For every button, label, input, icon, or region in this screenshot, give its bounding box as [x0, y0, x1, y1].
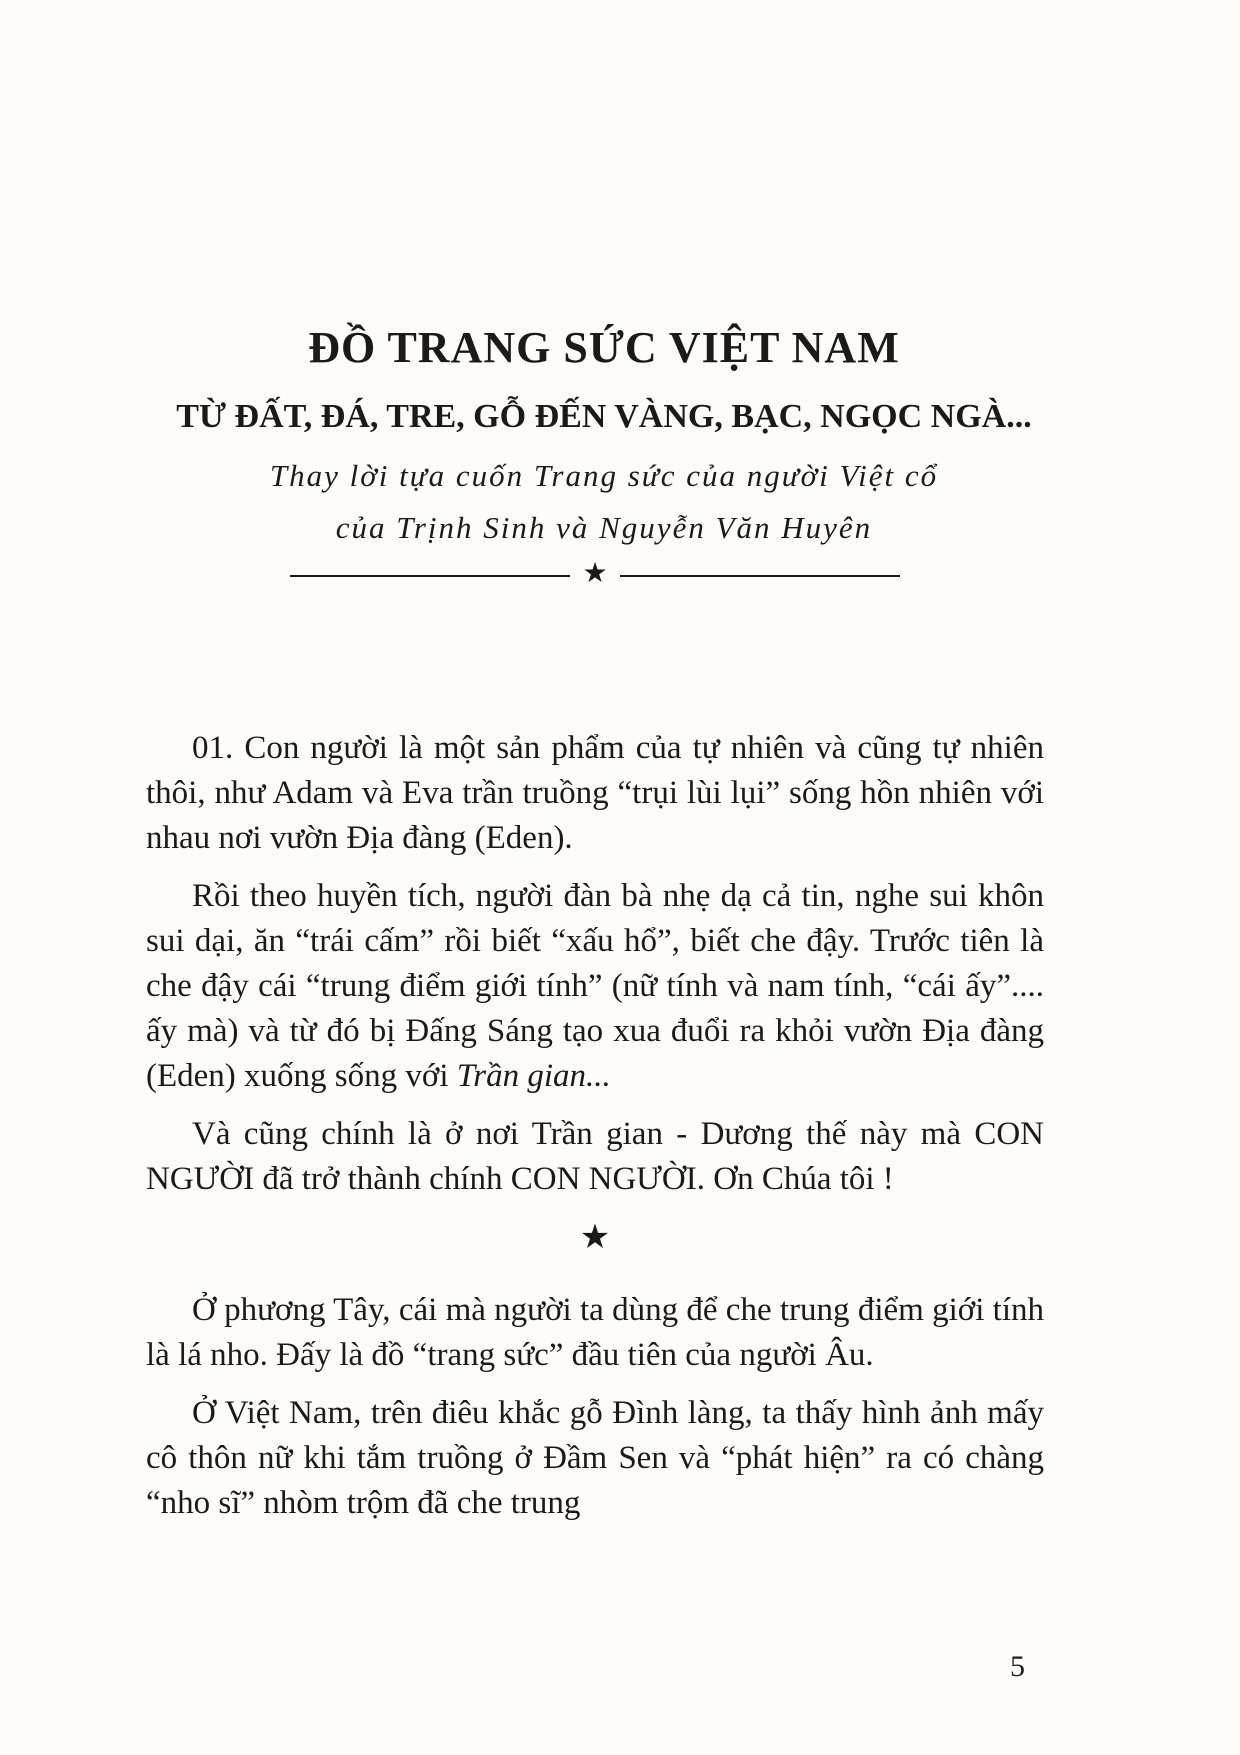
paragraph-2-italic: Trần gian...: [456, 1058, 611, 1094]
paragraph-3: Và cũng chính là ở nơi Trần gian - Dương thế này mà CON NGƯỜI đã trở thành chính CON NGƯỜI. Ơn Chúa tôi !: [146, 1116, 1044, 1197]
star-icon: ★: [582, 558, 608, 589]
paragraph-4: Ở phương Tây, cái mà người ta dùng để che trung điểm giới tính là lá nho. Đấy là đồ “trang sức” đầu tiên của người Âu.: [146, 1292, 1044, 1373]
chapter-title: ĐỒ TRANG SỨC VIỆT NAM: [308, 323, 900, 372]
body-text: [146, 726, 1044, 1539]
paragraph-1: 01. Con người là một sản phẩm của tự nhiên và cũng tự nhiên thôi, như Adam và Eva trần truồng “trụi lùi lụi” sống hồn nhiên với nhau nơi vườn Địa đàng (Eden).: [146, 730, 1044, 856]
paragraph-5: Ở Việt Nam, trên điêu khắc gỗ Đình làng, ta thấy hình ảnh mấy cô thôn nữ khi tắm truồng ở Đầm Sen và “phát hiện” ra có chàng “nho sĩ” nhòm trộm đã che trung: [146, 1395, 1044, 1521]
page-number: 5: [1010, 1650, 1025, 1683]
section-separator-star-icon: ★: [579, 1219, 611, 1256]
paragraph-2: [146, 874, 1044, 1099]
divider-rule-left: [290, 575, 570, 577]
dedication-line-2: của Trịnh Sinh và Nguyễn Văn Huyên: [335, 510, 873, 545]
paragraph-2-text: Rồi theo huyền tích, người đàn bà nhẹ dạ cả tin, nghe sui khôn sui dại, ăn “trái cấm” rồi biết “xấu hổ”, biết che đậy. Trước tiên là che đậy cái “trung điểm giới tính” (nữ tính và nam tính, “cái ấy”.... ấy mà) và từ đó bị Đấng Sáng tạo xua đuổi ra khỏi vườn Địa đàng (Eden) xuống sống với: [146, 878, 1044, 1094]
dedication-line-1: Thay lời tựa cuốn Trang sức của người Việt cổ: [269, 458, 939, 493]
chapter-subtitle: TỪ ĐẤT, ĐÁ, TRE, GỖ ĐẾN VÀNG, BẠC, NGỌC NGÀ...: [176, 398, 1032, 435]
title-divider: [290, 560, 900, 590]
divider-rule-right: [620, 575, 900, 577]
